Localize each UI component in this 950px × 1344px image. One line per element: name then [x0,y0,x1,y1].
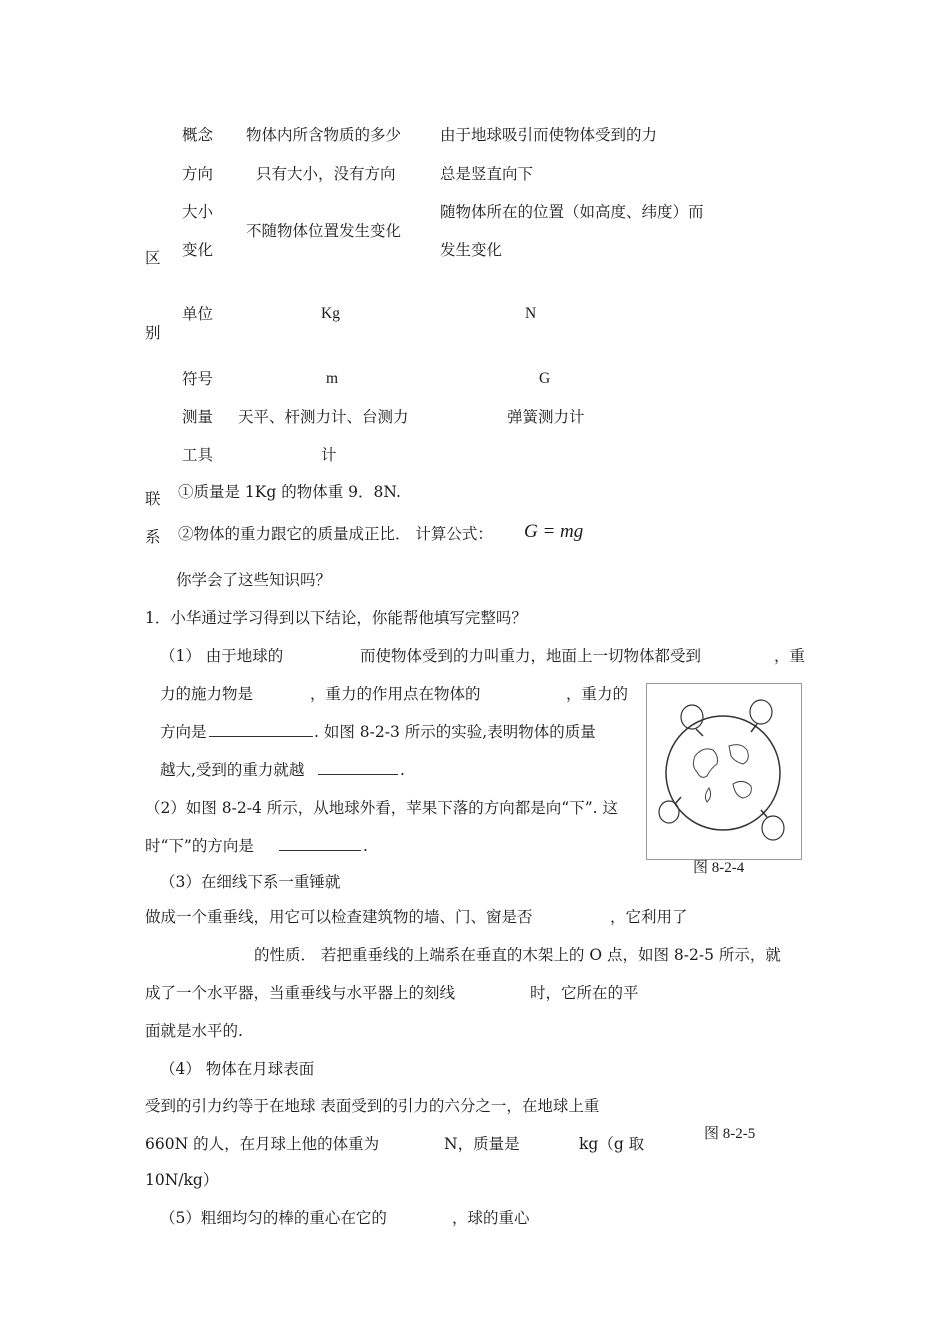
q1-1-a: （1） 由于地球的 [160,647,284,665]
q1-4-e: kg（g 取 [579,1135,645,1153]
q1-3-b: 做成一个重垂线，用它可以检查建筑物的墙、门、窗是否 [145,908,533,926]
q1-3-f: 时，它所在的平 [530,984,639,1002]
q1-4-b: 受到的引力约等于在地球 表面受到的引力的六分之一，在地球上重 [145,1097,600,1115]
mass-tool-1: 天平、杆测力计、台测力 [238,408,409,426]
q1-4-c: 660N 的人，在月球上他的体重为 [145,1135,380,1153]
q1-2-c: . [363,837,368,855]
mass-concept: 物体内所含物质的多少 [246,126,402,144]
q1-1-g: 方向是 [160,723,207,741]
mass-symbol: m [326,370,339,387]
q1-1-d: 力的施力物是 [160,685,254,703]
q1-4-d: N，质量是 [444,1135,520,1153]
row-label-concept: 概念 [182,126,214,144]
mass-unit: Kg [321,305,340,322]
q1-1-h: . 如图 8-2-3 所示的实验,表明物体的质量 [314,723,596,741]
gravity-direction: 总是竖直向下 [440,165,534,183]
row-label-size-1: 大小 [182,203,214,221]
q1-3-a: （3）在细线下系一重锤就 [160,873,341,891]
mass-tool-2: 计 [321,446,337,464]
q1-5-b: ，球的重心 [452,1209,530,1227]
blank-down-direction[interactable] [279,836,361,851]
q1-5-a: （5）粗细均匀的棒的重心在它的 [160,1209,387,1227]
earth-apple-trees-illustration [647,684,801,859]
q1-1-e: ，重力的作用点在物体的 [310,685,481,703]
side-label-qu: 区 [145,249,161,267]
q1-1-c: ，重 [774,647,806,665]
figure-8-2-4-caption: 图 8-2-4 [693,860,745,876]
figure-8-2-5-caption: 图 8-2-5 [704,1126,756,1142]
gravity-formula: G = mg [524,521,584,542]
gravity-size-2: 发生变化 [440,241,503,259]
gravity-symbol: G [539,370,551,387]
q1-1-j: . [400,761,405,779]
relation-1: ①质量是 1Kg 的物体重 9．8N. [178,483,401,501]
figure-8-2-4 [646,683,802,860]
question-1-title: 1．小华通过学习得到以下结论，你能帮他填写完整吗？ [145,609,527,627]
row-label-unit: 单位 [182,305,214,323]
q1-3-d: 的性质． 若把重垂线的上端系在垂直的木架上的 O 点，如图 8-2-5 所示，就 [254,946,781,964]
relation-2: ②物体的重力跟它的质量成正比． 计算公式： [178,525,493,543]
q1-2-a: （2）如图 8-2-4 所示，从地球外看，苹果下落的方向都是向“下”. 这 [145,799,618,817]
mass-size: 不随物体位置发生变化 [246,222,402,240]
q1-1-b: 而使物体受到的力叫重力，地面上一切物体都受到 [360,647,702,665]
gravity-size-1: 随物体所在的位置（如高度、纬度）而 [440,203,704,221]
intro-text: 你学会了这些知识吗？ [176,571,332,589]
gravity-unit: N [525,305,537,322]
q1-4-a: （4） 物体在月球表面 [160,1060,315,1078]
q1-1-f: ，重力的 [566,685,629,703]
row-label-tool-1: 测量 [182,408,214,426]
side-label-xi: 系 [145,528,161,546]
q1-3-g: 面就是水平的. [145,1022,243,1040]
blank-gravity-direction[interactable] [209,722,313,737]
side-label-bie: 别 [145,324,161,342]
blank-gravity-larger[interactable] [318,760,398,775]
row-label-direction: 方向 [182,165,214,183]
gravity-concept: 由于地球吸引而使物体受到的力 [440,126,658,144]
mass-direction: 只有大小，没有方向 [256,165,396,183]
q1-3-e: 成了一个水平器，当重垂线与水平器上的刻线 [145,984,456,1002]
q1-4-f: 10N/kg） [145,1171,219,1189]
q1-3-c: ，它利用了 [610,908,688,926]
row-label-tool-2: 工具 [182,446,214,464]
gravity-tool: 弹簧测力计 [507,408,585,426]
row-label-symbol: 符号 [182,370,214,388]
q1-2-b: 时“下”的方向是 [145,837,254,855]
q1-1-i: 越大,受到的重力就越 [160,761,305,779]
side-label-lian: 联 [145,490,161,508]
row-label-size-2: 变化 [182,241,214,259]
